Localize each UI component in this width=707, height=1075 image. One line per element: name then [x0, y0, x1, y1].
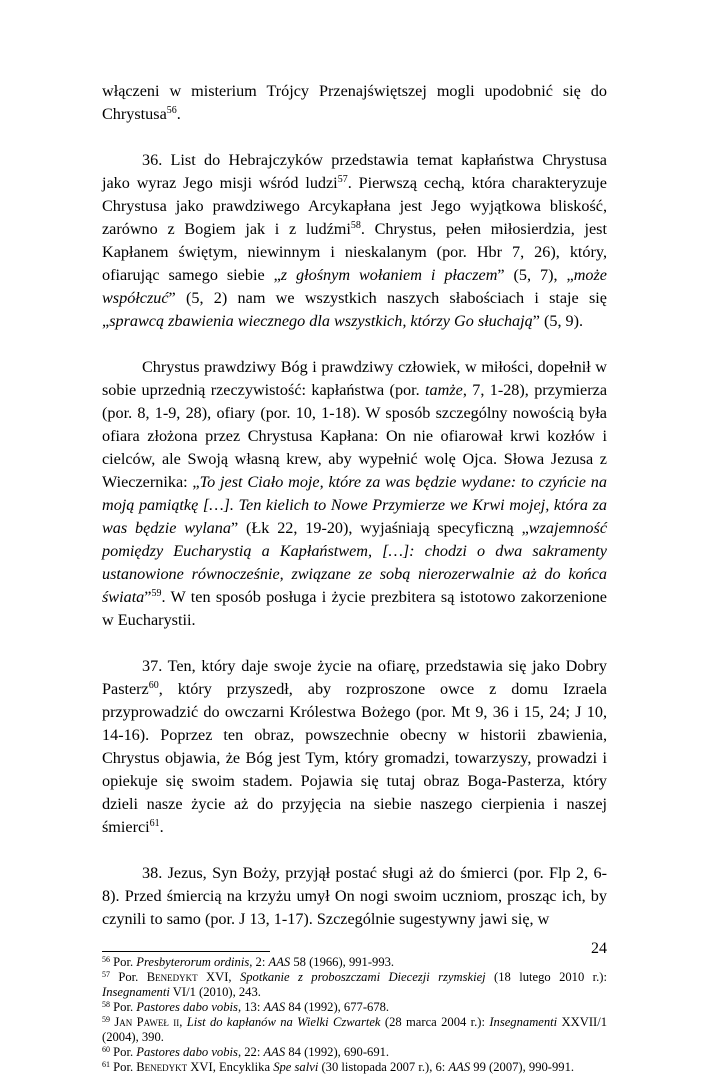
italic-text: Presbyterorum ordinis [136, 955, 250, 969]
italic-text: AAS [263, 1000, 286, 1014]
text-run: Por. [110, 1000, 137, 1014]
italic-text: AAS [268, 955, 291, 969]
italic-text: może współczuć [102, 266, 607, 307]
paragraph-p38 [102, 862, 607, 931]
text-run: , 2: [249, 955, 269, 969]
text-run: XVI, Encyklika [187, 1060, 274, 1074]
text-run: , 22: [237, 1045, 264, 1059]
italic-text: To jest Ciało moje, które za was będzie wydane: to czyńcie na moją pamiątkę […]. Ten kielich to Nowe Przymierze we Krwi mojej, która za was będzie wylana [102, 473, 607, 537]
footnote-divider [102, 951, 270, 952]
footnote-fn61 [102, 1060, 607, 1075]
text-run: XXVII/1 (2004), 390. [102, 1015, 607, 1044]
italic-text: Pastores dabo vobis [136, 1045, 238, 1059]
italic-text: z głośnym wołaniem i płaczem [280, 266, 498, 284]
text-run: 38. Jezus, Syn Boży, przyjął postać sługi aż do śmierci (por. Flp 2, 6-8). Przed śmiercią na krzyżu umył On nogi swoim uczniom, prosząc ich, by czynili to samo (por. J 13, 1-17). Szczególnie sugestywny jawi się, w [102, 864, 607, 928]
footnote-fn60 [102, 1045, 607, 1060]
footnote-fn58 [102, 1000, 607, 1015]
text-run: 99 (2007), 990-991. [470, 1060, 575, 1074]
italic-text: Spotkanie z proboszczami Diecezji rzymskiej [239, 970, 486, 984]
text-run: ” (Łk 22, 19-20), wyjaśniają specyficzną „ [230, 519, 529, 537]
italic-text: sprawcą zbawienia wiecznego dla wszystkich, którzy Go słuchają [109, 312, 533, 330]
footnote-marker: 61 [149, 818, 160, 829]
text-run: , który przyszedł, aby rozproszone owce z domu Izraela przyprowadzić do owczarni Królestwa Bożego (por. Mt 9, 36 i 15, 24; J 10, 14-16). Poprzez ten obraz, powszechnie obecny w historii zbawienia, Chrystus objawia, że Bóg jest Tym, który gromadzi, towarzyszy, prowadzi i opiekuje się swoim stadem. Pojawia się tutaj obraz Boga-Pasterza, który dzieli nasze życie aż do przyjęcia na siebie naszego cierpienia i naszej śmierci [102, 680, 607, 836]
footnote-marker: 59 [102, 1015, 110, 1024]
footnote-fn57 [102, 970, 607, 1000]
italic-text: List do kapłanów na Wielki Czwartek [186, 1015, 381, 1029]
text-run: . [159, 818, 164, 836]
body-text [102, 80, 607, 931]
text-run: ” (5, 7), „ [497, 266, 574, 284]
page-number: 24 [591, 940, 607, 957]
text-run: Chrystus prawdziwy Bóg i prawdziwy człowiek, w miłości, dopełnił w sobie uprzednią rzeczywistość: kapłaństwa (por. [102, 358, 607, 399]
text-run: ” [144, 588, 152, 606]
footnote-fn56 [102, 955, 607, 970]
footnote-marker: 61 [102, 1060, 110, 1069]
footnote-marker: 60 [148, 680, 159, 691]
italic-text: Insegnamenti [102, 985, 170, 999]
text-run: 36. List do Hebrajczyków przedstawia temat kapłaństwa Chrystusa jako wyraz Jego misji wśród ludzi [102, 151, 607, 192]
paragraph-p0 [102, 80, 607, 126]
text-run: Por. [110, 1060, 137, 1074]
text-run: Benedykt [136, 1060, 188, 1074]
text-run: . [176, 105, 181, 123]
text-run: , 13: [237, 1000, 264, 1014]
text-run: Jan Paweł ii [114, 1015, 180, 1029]
text-run: ” (5, 2) nam we wszystkich naszych słabościach i staje się „ [102, 289, 607, 330]
italic-text: wzajemność pomiędzy Eucharystią a Kapłaństwem, […]: chodzi o dwa sakramenty ustanowione równocześnie, związane ze sobą nierozerwalnie aż do końca świata [102, 519, 607, 606]
footnote-marker: 58 [102, 1000, 110, 1009]
text-run: , 7, 1-28), przymierza (por. 8, 1-9, 28), ofiary (por. 10, 1-18). W sposób szczególny nowością była ofiara złożona przez Chrystusa Kapłana: On nie ofiarował krwi kozłów i cielców, ale Swoją własną krew, aby wypełnić wolę Ojca. Słowa Jezusa z Wieczernika: „ [102, 381, 608, 491]
italic-text: AAS [448, 1060, 471, 1074]
text-run: 58 (1966), 991-993. [290, 955, 395, 969]
text-run: ” (5, 9). [532, 312, 584, 330]
document-page [102, 80, 607, 1075]
text-run: . Chrystus, pełen miłosierdzia, jest Kapłanem świętym, niewinnym i nieskalanym (por. Hbr 7, 26), który, ofiarując samego siebie „ [102, 220, 607, 284]
footnote-marker: 60 [102, 1045, 110, 1054]
text-run: , [179, 1015, 187, 1029]
italic-text: Spe salvi [273, 1060, 319, 1074]
text-run: VI/1 (2010), 243. [169, 985, 261, 999]
italic-text: AAS [263, 1045, 286, 1059]
footnote-fn59 [102, 1015, 607, 1045]
footnote-marker: 59 [151, 588, 162, 599]
text-run: 37. Ten, który daje swoje życie na ofiarę, przedstawia się jako Dobry Pasterz [102, 657, 607, 698]
paragraph-p36 [102, 149, 607, 333]
footnote-marker: 56 [166, 105, 177, 116]
text-run: . W ten sposób posługa i życie prezbitera są istotowo zakorzenione w Eucharystii. [102, 588, 607, 629]
footnote-marker: 56 [102, 955, 110, 964]
text-run: Por. [110, 970, 147, 984]
text-run: . Pierwszą cechą, która charakteryzuje Chrystusa jako prawdziwego Arcykapłana jest Jego wyjątkowa bliskość, zarówno z Bogiem jak i z ludźmi [102, 174, 607, 238]
text-run: 84 (1992), 677-678. [285, 1000, 390, 1014]
text-run: włączeni w misterium Trójcy Przenajświętszej mogli upodobnić się do Chrystusa [102, 82, 607, 123]
text-run: Por. [110, 1045, 137, 1059]
footnote-marker: 58 [350, 220, 361, 231]
footnote-marker: 57 [102, 970, 110, 979]
text-run: (28 marca 2004 r.): [380, 1015, 490, 1029]
text-run: (30 listopada 2007 r.), 6: [318, 1060, 449, 1074]
text-run: Benedykt [146, 970, 198, 984]
italic-text: Insegnamenti [489, 1015, 558, 1029]
footnote-marker: 57 [337, 174, 348, 185]
text-run: 84 (1992), 690-691. [285, 1045, 390, 1059]
footnotes [102, 955, 607, 1075]
text-run: (18 lutego 2010 r.): [485, 970, 607, 984]
paragraph-p37 [102, 655, 607, 839]
italic-text: tamże [425, 381, 463, 399]
text-run: XVI, [197, 970, 240, 984]
italic-text: Pastores dabo vobis [136, 1000, 238, 1014]
text-run: Por. [110, 955, 137, 969]
paragraph-p36b [102, 356, 607, 632]
